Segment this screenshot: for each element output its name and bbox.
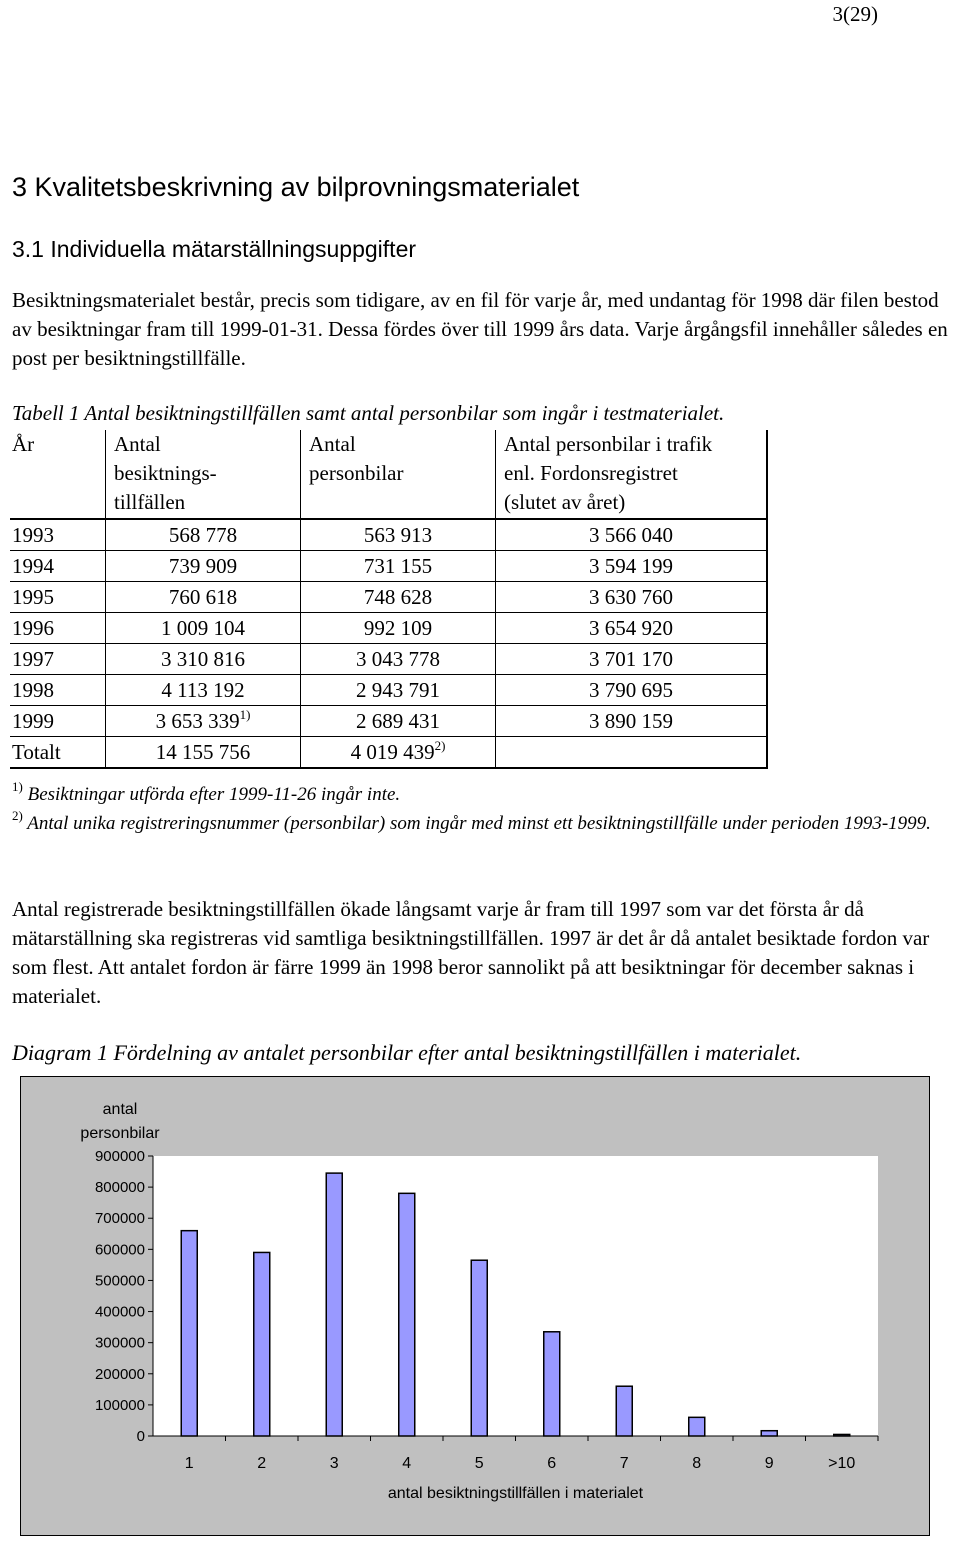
cell-year: [10, 551, 106, 582]
bar: [399, 1193, 415, 1436]
bar: [616, 1386, 632, 1436]
header-inspections-line: tillfällen: [114, 490, 186, 514]
cell-year: [10, 582, 106, 613]
header-cars-line: Antal: [309, 432, 356, 456]
cell-registered-value: 3 701 170: [589, 647, 673, 671]
cell-cars-value: 992 109: [363, 616, 433, 640]
cell-registered: [496, 706, 768, 737]
cell-inspections-value: 14 155 756: [155, 740, 251, 764]
y-tick-label: 400000: [94, 1303, 145, 1321]
y-tick-label: 500000: [94, 1272, 145, 1290]
cell-cars: [301, 613, 496, 644]
cell-cars: [301, 737, 496, 769]
cell-inspections: [106, 613, 301, 644]
cell-year: [10, 737, 106, 769]
cell-inspections-value: 568 778: [168, 523, 238, 547]
cell-cars: [301, 675, 496, 706]
header-inspections-line: besiktnings-: [114, 461, 217, 485]
cell-inspections: [106, 737, 301, 769]
y-tick-label: 700000: [94, 1210, 145, 1228]
table-footnotes: [12, 780, 952, 838]
x-tick-label: 2: [257, 1455, 267, 1472]
cell-year: [10, 613, 106, 644]
bar: [326, 1173, 342, 1436]
cell-inspections-value: 739 909: [168, 554, 238, 578]
cell-cars-value: 731 155: [363, 554, 433, 578]
footnote-2: [12, 809, 952, 838]
y-tick-label: 300000: [94, 1334, 145, 1352]
cell-cars-value: 563 913: [363, 523, 433, 547]
cell-cars: [301, 706, 496, 737]
header-cars-line: personbilar: [309, 461, 404, 485]
footnote-2-text: Antal unika registreringsnummer (personbilar) som ingår med minst ett besiktningstillfälle under perioden 1993-1999.: [27, 813, 931, 834]
header-inspections-line: Antal: [114, 432, 161, 456]
cell-registered-value: 3 566 040: [589, 523, 673, 547]
cell-inspections: [106, 582, 301, 613]
cell-registered: [496, 737, 768, 769]
distribution-bar-chart: [20, 1076, 930, 1536]
x-tick-label: 4: [402, 1455, 412, 1472]
table-row: [10, 706, 767, 737]
intro-paragraph: Besiktningsmaterialet består, precis som tidigare, av en fil för varje år, med undantag för 1998 där filen bestod av besiktningar fram till 1999-01-31. Dessa fördes över till 1999 års data. Varje årgångsfil innehåller således en post per besiktningstillfälle.: [12, 288, 948, 370]
cell-inspections: [106, 706, 301, 737]
x-tick-label: 3: [329, 1455, 339, 1472]
cell-cars: [301, 582, 496, 613]
cell-registered: [496, 675, 768, 706]
table-caption: Tabell 1 Antal besiktningstillfällen samt antal personbilar som ingår i testmaterialet.: [12, 401, 725, 425]
inspection-table: [10, 430, 768, 769]
x-tick-label: 7: [619, 1455, 629, 1472]
cell-year-value: 1998: [12, 678, 54, 702]
cell-cars-value: 3 043 778: [356, 647, 440, 671]
cell-cars: [301, 551, 496, 582]
cell-cars-value: 2 943 791: [356, 678, 440, 702]
cell-registered: [496, 519, 768, 551]
y-tick-label: 900000: [94, 1148, 145, 1165]
cell-inspections-value: 4 113 192: [161, 678, 245, 702]
cell-inspections-value: 1 009 104: [161, 616, 245, 640]
cell-registered: [496, 613, 768, 644]
table-row: [10, 675, 767, 706]
cell-inspections: [106, 644, 301, 675]
bar: [544, 1332, 560, 1436]
cell-year: [10, 519, 106, 551]
y-tick-label: 200000: [94, 1365, 145, 1383]
cell-cars: [301, 519, 496, 551]
cell-cars: [301, 644, 496, 675]
header-registered: [496, 430, 768, 519]
bar: [834, 1434, 850, 1436]
cell-inspections-value: 3 653 339: [155, 709, 240, 733]
y-tick-label: 100000: [94, 1396, 145, 1414]
cell-year-value: Totalt: [12, 740, 61, 764]
analysis-paragraph: Antal registrerade besiktningstillfällen ökade långsamt varje år fram till 1997 som var det första år då mätarställning ska registreras vid samtliga besiktningstillfällen. 1997 är det år då antalet besiktade fordon var som flest. Att antalet fordon är färre 1999 än 1998 beror sannolikt på att besiktningar för december saknas i materialet.: [12, 897, 930, 1008]
y-tick-label: 800000: [94, 1179, 145, 1197]
cell-inspections: [106, 519, 301, 551]
cell-inspections-value: 3 310 816: [161, 647, 245, 671]
cell-registered-value: 3 654 920: [589, 616, 673, 640]
bar: [254, 1252, 270, 1436]
subsection-heading: 3.1 Individuella mätarställningsuppgifter: [12, 236, 417, 262]
footnote-1: [12, 780, 952, 809]
cell-registered-value: 3 630 760: [589, 585, 673, 609]
x-tick-label: 1: [184, 1455, 194, 1472]
diagram-caption: Diagram 1 Fördelning av antalet personbilar efter antal besiktningstillfällen i materialet.: [12, 1040, 802, 1065]
x-tick-label: 6: [547, 1455, 557, 1472]
cell-registered-value: 3 890 159: [589, 709, 673, 733]
x-tick-label: 9: [764, 1455, 774, 1472]
header-cars: [301, 430, 496, 519]
header-year: År: [10, 430, 106, 519]
cell-year-value: 1993: [12, 523, 54, 547]
table-row: [10, 644, 767, 675]
cell-registered: [496, 644, 768, 675]
footnote-mark: 1): [239, 707, 251, 722]
cell-inspections: [106, 675, 301, 706]
cell-year-value: 1999: [12, 709, 54, 733]
cell-year-value: 1996: [12, 616, 54, 640]
footnote-2-mark: 2): [12, 808, 23, 823]
y-axis-label: personbilar: [80, 1125, 160, 1142]
bar: [181, 1231, 197, 1436]
header-inspections: [106, 430, 301, 519]
cell-registered-value: 3 594 199: [589, 554, 673, 578]
footnote-1-mark: 1): [12, 779, 23, 794]
cell-registered: [496, 582, 768, 613]
cell-year: [10, 706, 106, 737]
bar: [471, 1260, 487, 1436]
y-axis-label: antal: [102, 1101, 138, 1118]
footnote-1-text: Besiktningar utförda efter 1999-11-26 ingår inte.: [27, 784, 401, 805]
cell-year-value: 1995: [12, 585, 54, 609]
x-tick-label: >10: [828, 1455, 856, 1472]
cell-year-value: 1997: [12, 647, 54, 671]
header-registered-line: enl. Fordonsregistret: [504, 461, 678, 485]
section-heading: 3 Kvalitetsbeskrivning av bilprovningsmaterialet: [12, 172, 580, 202]
bar: [761, 1431, 777, 1436]
x-tick-label: 5: [474, 1455, 484, 1472]
page-number: 3(29): [832, 2, 878, 26]
x-tick-label: 8: [692, 1455, 702, 1472]
y-tick-label: 0: [136, 1428, 145, 1445]
header-registered-line: (slutet av året): [504, 490, 626, 514]
cell-inspections: [106, 551, 301, 582]
cell-year-value: 1994: [12, 554, 54, 578]
table-row: [10, 582, 767, 613]
footnote-mark: 2): [434, 738, 446, 753]
cell-inspections-value: 760 618: [168, 585, 238, 609]
y-tick-label: 600000: [94, 1241, 145, 1259]
cell-year: [10, 644, 106, 675]
cell-year: [10, 675, 106, 706]
header-registered-line: Antal personbilar i trafik: [504, 432, 713, 456]
table-row: [10, 737, 767, 769]
bar: [689, 1417, 705, 1436]
cell-cars-value: 748 628: [363, 585, 433, 609]
cell-registered-value: 3 790 695: [589, 678, 673, 702]
table-row: [10, 519, 767, 551]
cell-cars-value: 4 019 439: [350, 740, 435, 764]
x-axis-label: antal besiktningstillfällen i materialet: [387, 1485, 644, 1502]
table-header-row: [10, 430, 767, 519]
cell-registered: [496, 551, 768, 582]
cell-cars-value: 2 689 431: [356, 709, 440, 733]
table-row: [10, 613, 767, 644]
table-row: [10, 551, 767, 582]
